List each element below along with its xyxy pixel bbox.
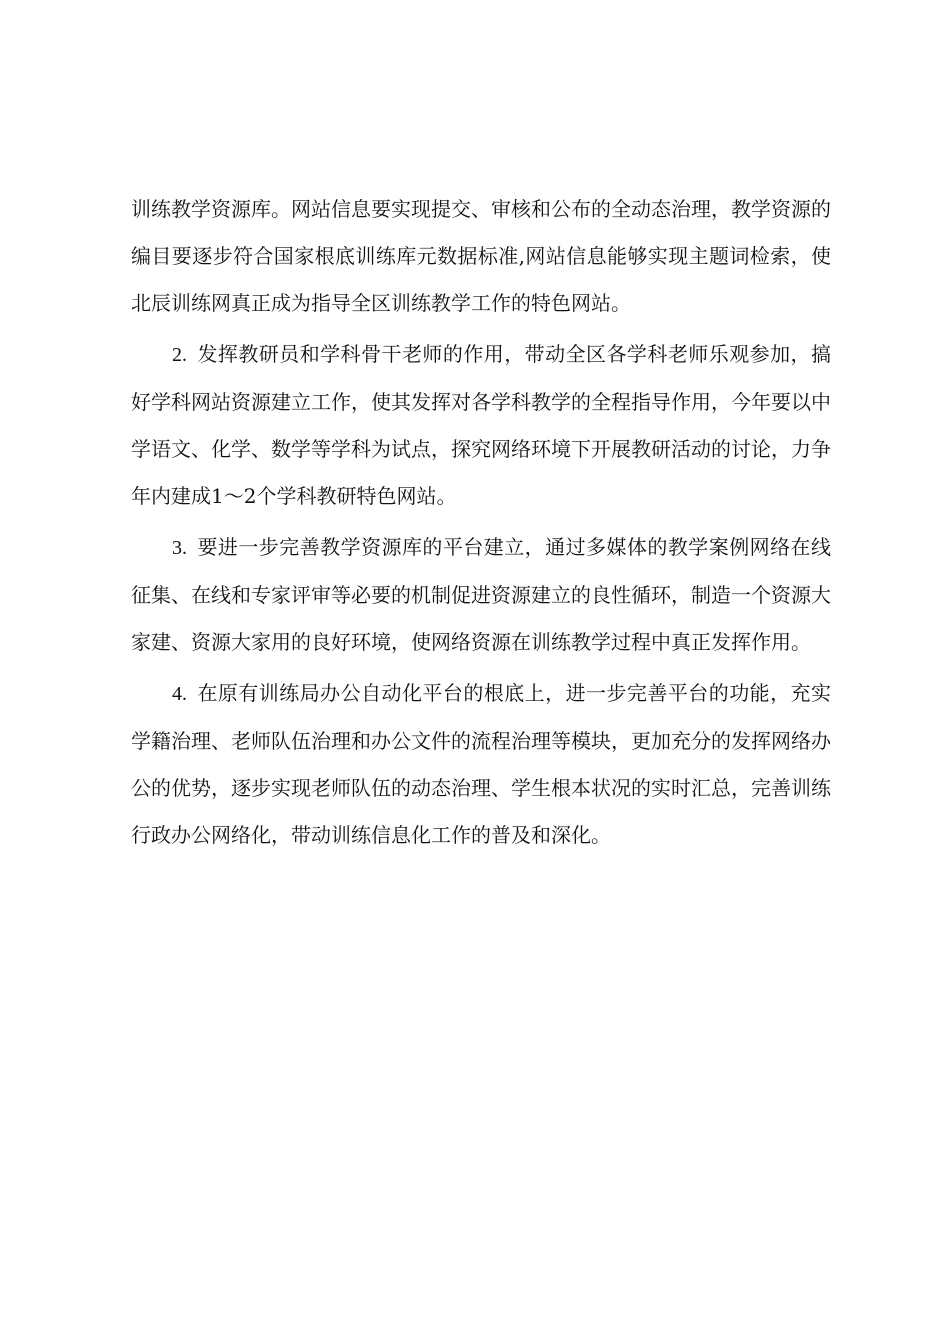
paragraph-2 (131, 331, 831, 520)
paragraph-3 (131, 524, 831, 666)
paragraph-1-text: 训练教学资源库。网站信息要实现提交、审核和公布的全动态治理，教学资源的编目要逐步符合国家根底训练库元数据标准,网站信息能够实现主题词检索，使北辰训练网真正成为指导全区训练教学工作的特色网站。 (131, 197, 831, 315)
paragraph-4 (131, 670, 831, 859)
paragraph-1 (131, 186, 831, 327)
paragraph-3-text: 要进一步完善教学资源库的平台建立，通过多媒体的教学案例网络在线征集、在线和专家评审等必要的机制促进资源建立的良性循环，制造一个资源大家建、资源大家用的良好环境，使网络资源在训练教学过程中真正发挥作用。 (131, 535, 831, 654)
paragraph-2-number: 2. (172, 344, 187, 366)
document-body (131, 186, 831, 863)
paragraph-4-number: 4. (172, 683, 187, 705)
paragraph-3-number: 3. (172, 537, 187, 559)
paragraph-2-text: 发挥教研员和学科骨干老师的作用，带动全区各学科老师乐观参加，搞好学科网站资源建立工作，使其发挥对各学科教学的全程指导作用，今年要以中学语文、化学、数学等学科为试点，探究网络环境下开展教研活动的讨论，力争年内建成1～2个学科教研特色网站。 (131, 342, 831, 508)
paragraph-4-text: 在原有训练局办公自动化平台的根底上，进一步完善平台的功能，充实学籍治理、老师队伍治理和办公文件的流程治理等模块，更加充分的发挥网络办公的优势，逐步实现老师队伍的动态治理、学生根本状况的实时汇总，完善训练行政办公网络化，带动训练信息化工作的普及和深化。 (131, 681, 831, 847)
